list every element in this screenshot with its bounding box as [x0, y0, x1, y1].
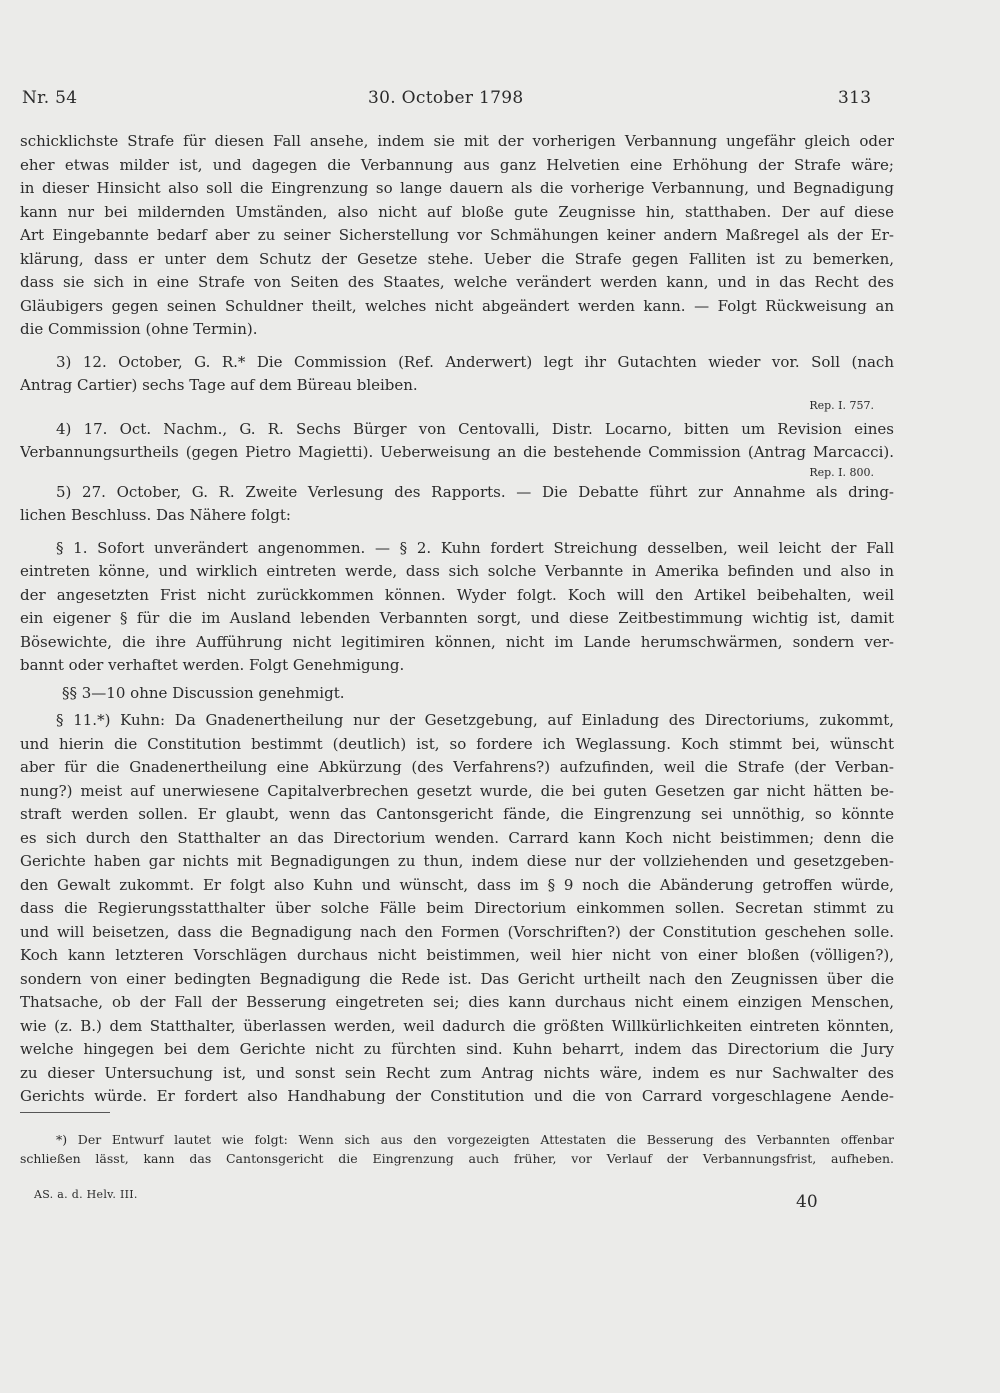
text-line: schicklichste Strafe für diesen Fall ansehe, indem sie mit der vorherigen Verbannung ungefähr gleich oder: [20, 132, 894, 150]
footnote-line: schließen lässt, kann das Cantonsgericht die Eingrenzung auch früher, vor Verlauf der Verbannungsfrist, aufheben.: [20, 1151, 894, 1166]
footnote-line: *) Der Entwurf lautet wie folgt: Wenn sich aus den vorgezeigten Attestaten die Besserung des Verbannten offenbar: [56, 1132, 894, 1147]
text-line: dass die Regierungsstatthalter über solche Fälle beim Directorium einkommen sollen. Secretan stimmt zu: [20, 899, 894, 917]
text-line: wie (z. B.) dem Statthalter, überlassen werden, weil dadurch die größten Willkürlichkeiten eintreten könnten,: [20, 1016, 894, 1035]
paragraph-section-3-10: §§ 3—10 ohne Discussion genehmigt.: [62, 683, 345, 702]
text-line: 4) 17. Oct. Nachm., G. R. Sechs Bürger von Centovalli, Distr. Locarno, bitten um Revision eines: [56, 419, 894, 438]
text-line: ein eigener § für die im Ausland lebenden Verbannten sorgt, und diese Zeitbestimmung wichtig ist, damit: [20, 609, 894, 627]
text-line: klärung, dass er unter dem Schutz der Gesetze stehe. Ueber die Strafe gegen Falliten ist zu bemerken,: [20, 249, 894, 268]
text-line: den Gewalt zukommt. Er folgt also Kuhn und wünscht, dass im § 9 noch die Abänderung getroffen würde,: [20, 875, 894, 894]
entry-4: [20, 418, 894, 481]
text-line: kann nur bei mildernden Umständen, also nicht auf bloße gute Zeugnisse hin, statthaben. Der auf diese: [20, 202, 894, 221]
text-line: Antrag Cartier) sechs Tage auf dem Büreau bleiben.: [20, 376, 418, 394]
text-line: Verbannungsurtheils (gegen Pietro Magietti). Ueberweisung an die bestehende Commission (Antrag Marcacci).: [20, 443, 894, 461]
text-line: aber für die Gnadenertheilung eine Abkürzung (des Verfahrens?) aufzufinden, weil die Strafe (der Verban-: [20, 758, 894, 776]
entry-5: [20, 481, 894, 528]
text-line: welche hingegen bei dem Gerichte nicht zu fürchten sind. Kuhn beharrt, indem das Directorium die Jury: [20, 1040, 894, 1058]
text-line: sondern von einer bedingten Begnadigung die Rede ist. Das Gericht urtheilt nach den Zeugnissen über die: [20, 969, 894, 988]
running-header-date: 30. October 1798: [368, 88, 524, 108]
footnote: [20, 1130, 894, 1168]
repertory-reference: Rep. I. 757.: [809, 398, 874, 412]
text-line: und will beisetzen, dass die Begnadigung nach den Formen (Vorschriften?) der Constitution geschehen solle.: [20, 922, 894, 941]
paragraph-section-1: [20, 537, 894, 678]
text-line: bannt oder verhaftet werden. Folgt Genehmigung.: [20, 656, 405, 674]
text-line: der angesetzten Frist nicht zurückkommen können. Wyder folgt. Koch will den Artikel beibehalten, weil: [20, 585, 894, 604]
text-line: lichen Beschluss. Das Nähere folgt:: [20, 506, 291, 524]
text-line: 5) 27. October, G. R. Zweite Verlesung des Rapports. — Die Debatte führt zur Annahme als dring-: [56, 482, 894, 501]
text-line: § 11.*) Kuhn: Da Gnadenertheilung nur der Gesetzgebung, auf Einladung des Directoriums, zukommt,: [56, 711, 894, 729]
text-line: Koch kann letzteren Vorschlägen durchaus nicht beistimmen, weil hier nicht von einer bloßen (völligen?),: [20, 946, 894, 964]
repertory-reference: Rep. I. 800.: [809, 465, 874, 479]
text-line: zu dieser Untersuchung ist, und sonst sein Recht zum Antrag nichts wäre, indem es nur Sachwalter des: [20, 1063, 894, 1082]
text-line: eher etwas milder ist, und dagegen die Verbannung aus ganz Helvetien eine Erhöhung der Strafe wäre;: [20, 155, 894, 174]
text-line: Thatsache, ob der Fall der Besserung eingetreten sei; dies kann durchaus nicht einem einzigen Menschen,: [20, 993, 894, 1011]
sheet-number: 40: [796, 1192, 818, 1212]
text-line: Gerichte haben gar nichts mit Begnadigungen zu thun, indem diese nur der vollziehenden und gesetzgeben-: [20, 852, 894, 870]
text-line: 3) 12. October, G. R.* Die Commission (Ref. Anderwert) legt ihr Gutachten wieder vor. Soll (nach: [56, 352, 894, 371]
signature-mark: AS. a. d. Helv. III.: [34, 1188, 138, 1201]
paragraph-continued: [20, 130, 894, 342]
text-line: dass sie sich in eine Strafe von Seiten des Staates, welche verändert werden kann, und in das Recht des: [20, 273, 894, 291]
footnote-divider: [20, 1112, 110, 1113]
text-line: Gläubigers gegen seinen Schuldner theilt, welches nicht abgeändert werden kann. — Folgt Rückweisung an: [20, 296, 894, 315]
paragraph-section-11: [20, 709, 894, 1109]
text-line: straft werden sollen. Er glaubt, wenn das Cantonsgericht fände, die Eingrenzung sei unnöthig, so könnte: [20, 805, 894, 823]
text-line: und hierin die Constitution bestimmt (deutlich) ist, so fordere ich Weglassung. Koch stimmt bei, wünscht: [20, 734, 894, 753]
text-line: die Commission (ohne Termin).: [20, 320, 258, 338]
body-text: [20, 130, 894, 1109]
text-line: in dieser Hinsicht also soll die Eingrenzung so lange dauern als die vorherige Verbannung, und Begnadigung: [20, 179, 894, 197]
entry-3: [20, 351, 894, 414]
text-line: Gerichts würde. Er fordert also Handhabung der Constitution und die von Carrard vorgeschlagene Aende-: [20, 1087, 894, 1105]
running-header-number: Nr. 54: [22, 88, 78, 108]
text-line: nung?) meist auf unerwiesene Capitalverbrechen gesetzt wurde, die bei guten Gesetzen gar nicht hätten be-: [20, 781, 894, 800]
text-line: Art Eingebannte bedarf aber zu seiner Sicherstellung vor Schmähungen keiner andern Maßregel als der Er-: [20, 226, 894, 244]
page-number-top: 313: [838, 88, 872, 108]
text-line: § 1. Sofort unverändert angenommen. — § 2. Kuhn fordert Streichung desselben, weil leicht der Fall: [56, 538, 894, 557]
text-line: eintreten könne, und wirklich eintreten werde, dass sich solche Verbannte in Amerika befinden und also in: [20, 562, 894, 580]
text-line: es sich durch den Statthalter an das Directorium wenden. Carrard kann Koch nicht beistimmen; denn die: [20, 828, 894, 847]
text-line: Bösewichte, die ihre Aufführung nicht legitimiren können, nicht im Lande herumschwärmen, sondern ver-: [20, 632, 894, 651]
